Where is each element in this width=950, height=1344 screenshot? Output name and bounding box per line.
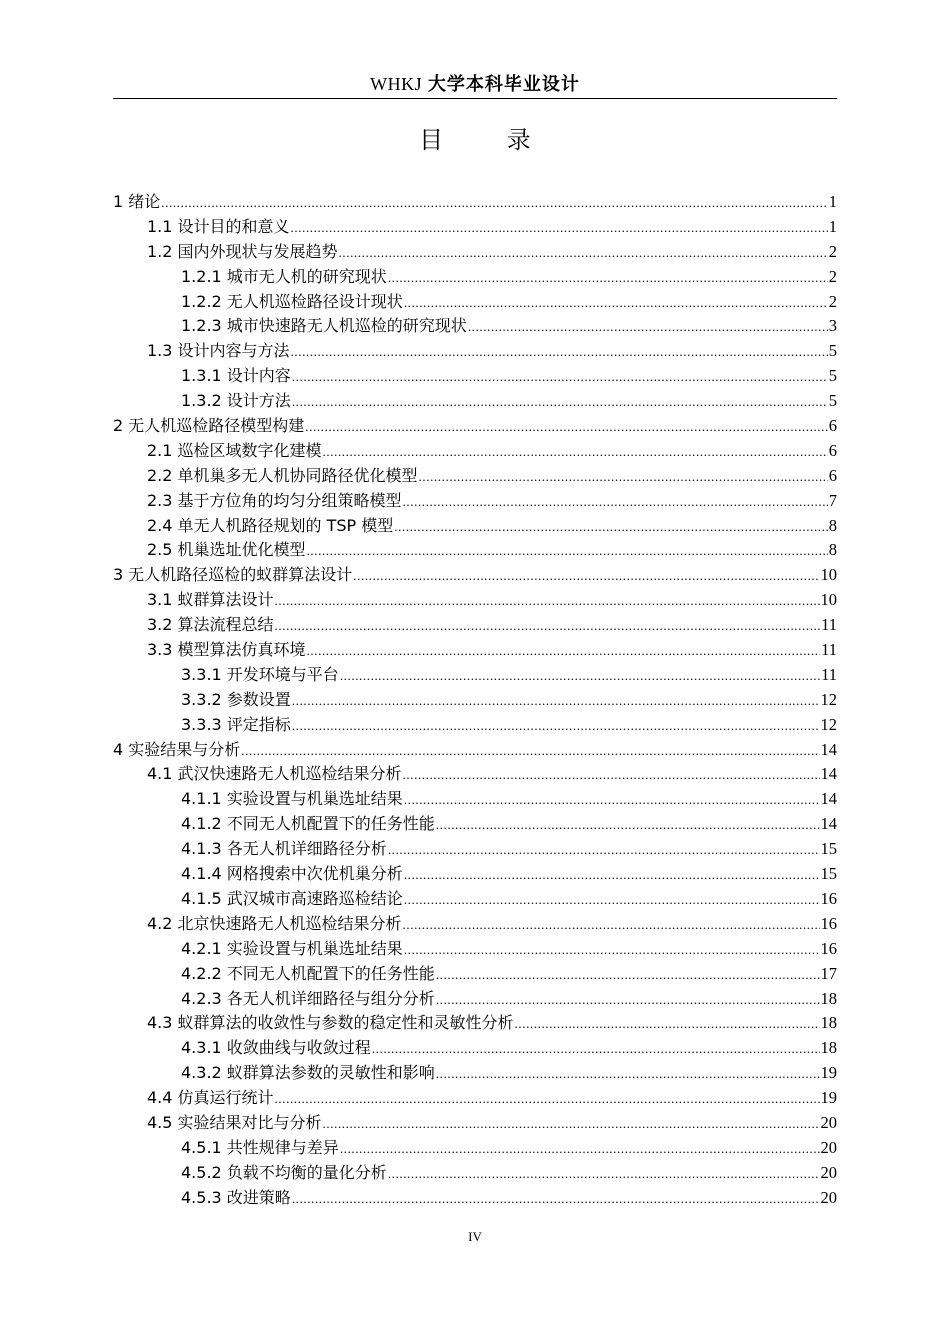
toc-entry-page: 19 [820, 1088, 837, 1108]
toc-entry-title: 4.2.3 各无人机详细路径与组分分析 [181, 988, 435, 1008]
toc-entry[interactable] [113, 1111, 837, 1136]
toc-entry-title: 4.1.4 网格搜索中次优机巢分析 [181, 864, 403, 884]
toc-entry-title: 3.3.3 评定指标 [181, 714, 291, 734]
toc-entry[interactable] [113, 364, 837, 389]
toc-entry-title: 3.2 算法流程总结 [147, 615, 274, 635]
toc-entry-title: 1.2.2 无人机巡检路径设计现状 [181, 291, 403, 311]
toc-entry[interactable] [113, 314, 837, 339]
toc-entry-title: 3 无人机路径巡检的蚁群算法设计 [113, 565, 353, 585]
toc-entry-page: 11 [821, 615, 837, 635]
toc-entry[interactable] [113, 713, 837, 738]
toc-dot-leader [307, 639, 821, 664]
toc-entry-page: 15 [820, 839, 837, 859]
toc-dot-leader [404, 938, 820, 963]
toc-entry[interactable] [113, 538, 837, 563]
toc-entry-title: 4.5.1 共性规律与差异 [181, 1137, 339, 1157]
toc-entry-page: 17 [820, 963, 837, 983]
toc-entry-page: 2 [828, 291, 837, 311]
toc-entry-page: 20 [820, 1187, 837, 1207]
toc-entry-page: 3 [828, 316, 837, 336]
toc-entry[interactable] [113, 837, 837, 862]
toc-entry-title: 2.1 巡检区域数字化建模 [147, 440, 322, 460]
toc-entry[interactable] [113, 987, 837, 1012]
toc-entry[interactable] [113, 339, 837, 364]
toc-dot-leader [291, 216, 828, 241]
toc-entry-page: 12 [820, 714, 837, 734]
toc-entry-page: 6 [828, 416, 837, 436]
toc-entry-title: 1.3.2 设计方法 [181, 391, 291, 411]
toc-entry-title: 2.2 单机巢多无人机协同路径优化模型 [147, 465, 418, 485]
toc-entry-page: 2 [828, 266, 837, 286]
toc-entry[interactable] [113, 787, 837, 812]
toc-entry-page: 20 [820, 1112, 837, 1132]
toc-entry[interactable] [113, 962, 837, 987]
toc-dot-leader [292, 365, 828, 390]
toc-entry-page: 10 [820, 565, 837, 585]
toc-entry-title: 4.1.5 武汉城市高速路巡检结论 [181, 888, 403, 908]
toc-entry-page: 8 [828, 515, 837, 535]
table-of-contents [113, 190, 837, 1211]
toc-dot-leader [436, 988, 820, 1013]
toc-entry-title: 4.5 实验结果对比与分析 [147, 1112, 322, 1132]
toc-entry-title: 4.2.2 不同无人机配置下的任务性能 [181, 963, 435, 983]
page-header [113, 72, 837, 98]
toc-entry-page: 5 [828, 366, 837, 386]
toc-entry[interactable] [113, 389, 837, 414]
toc-dot-leader [340, 1137, 820, 1162]
page-number: IV [468, 1229, 482, 1244]
toc-entry[interactable] [113, 464, 837, 489]
toc-entry[interactable] [113, 613, 837, 638]
toc-entry-title: 2.4 单无人机路径规划的 TSP 模型 [147, 515, 394, 535]
header-title: 大学本科毕业设计 [427, 74, 580, 95]
toc-entry[interactable] [113, 514, 837, 539]
toc-dot-leader [323, 440, 828, 465]
toc-entry-title: 4.1.1 实验设置与机巢选址结果 [181, 789, 403, 809]
toc-entry-page: 15 [820, 864, 837, 884]
toc-entry-title: 4.3 蚁群算法的收敛性与参数的稳定性和灵敏性分析 [147, 1013, 514, 1033]
toc-entry-page: 18 [820, 1013, 837, 1033]
toc-entry-page: 1 [828, 216, 837, 236]
toc-entry-title: 4.4 仿真运行统计 [147, 1088, 274, 1108]
toc-entry[interactable] [113, 688, 837, 713]
toc-entry[interactable] [113, 190, 837, 215]
toc-dot-leader [394, 515, 827, 540]
toc-entry[interactable] [113, 762, 837, 787]
toc-entry-title: 1.2 国内外现状与发展趋势 [147, 241, 338, 261]
toc-dot-leader [404, 863, 820, 888]
toc-entry-page: 8 [828, 540, 837, 560]
toc-entry-title: 3.3.2 参数设置 [181, 689, 291, 709]
toc-dot-leader [419, 465, 828, 490]
toc-entry-page: 2 [828, 241, 837, 261]
toc-dot-leader [404, 888, 820, 913]
toc-entry-title: 1.3.1 设计内容 [181, 366, 291, 386]
toc-entry-title: 1.2.1 城市无人机的研究现状 [181, 266, 387, 286]
toc-entry[interactable] [113, 663, 837, 688]
toc-entry[interactable] [113, 489, 837, 514]
toc-entry-title: 1.2.3 城市快速路无人机巡检的研究现状 [181, 316, 467, 336]
toc-dot-leader [292, 390, 828, 415]
toc-entry-title: 3.3 模型算法仿真环境 [147, 640, 306, 660]
toc-entry-page: 11 [821, 640, 837, 660]
toc-dot-leader [161, 191, 827, 216]
toc-entry[interactable] [113, 812, 837, 837]
toc-entry-title: 2.5 机巢选址优化模型 [147, 540, 306, 560]
toc-dot-leader [292, 689, 820, 714]
toc-dot-leader [241, 739, 819, 764]
toc-entry[interactable] [113, 887, 837, 912]
toc-entry[interactable] [113, 1136, 837, 1161]
toc-dot-leader [275, 614, 821, 639]
toc-entry[interactable] [113, 1036, 837, 1061]
toc-dot-leader [388, 1162, 820, 1187]
toc-dot-leader [436, 1062, 820, 1087]
toc-entry-page: 20 [820, 1137, 837, 1157]
toc-entry[interactable] [113, 1161, 837, 1186]
toc-entry[interactable] [113, 1086, 837, 1111]
toc-dot-leader [291, 340, 828, 365]
toc-dot-leader [340, 664, 820, 689]
toc-entry[interactable] [113, 265, 837, 290]
toc-entry-page: 18 [820, 988, 837, 1008]
toc-entry-page: 14 [820, 739, 837, 759]
toc-entry[interactable] [113, 1186, 837, 1211]
toc-dot-leader [275, 589, 820, 614]
toc-entry-page: 6 [828, 465, 837, 485]
toc-entry[interactable] [113, 937, 837, 962]
toc-entry[interactable] [113, 215, 837, 240]
toc-entry-title: 4.5.3 改进策略 [181, 1187, 291, 1207]
toc-dot-leader [307, 539, 828, 564]
toc-dot-leader [403, 490, 828, 515]
toc-entry[interactable] [113, 862, 837, 887]
toc-dot-leader [515, 1012, 820, 1037]
toc-dot-leader [436, 963, 820, 988]
toc-entry-title: 4.2.1 实验设置与机巢选址结果 [181, 938, 403, 958]
toc-entry[interactable] [113, 290, 837, 315]
toc-dot-leader [403, 763, 820, 788]
toc-entry-title: 4.1 武汉快速路无人机巡检结果分析 [147, 764, 402, 784]
toc-entry-page: 5 [828, 391, 837, 411]
toc-entry[interactable] [113, 439, 837, 464]
toc-entry-title: 4.1.3 各无人机详细路径分析 [181, 839, 387, 859]
toc-entry-title: 1.3 设计内容与方法 [147, 341, 290, 361]
toc-entry-title: 4.3.2 蚁群算法参数的灵敏性和影响 [181, 1063, 435, 1083]
toc-entry-page: 1 [828, 192, 837, 211]
toc-entry-page: 6 [828, 440, 837, 460]
toc-entry-title: 4.3.1 收敛曲线与收敛过程 [181, 1038, 371, 1058]
toc-entry-page: 16 [820, 913, 837, 933]
toc-dot-leader [292, 714, 820, 739]
toc-entry-page: 14 [820, 814, 837, 834]
toc-entry-title: 3.3.1 开发环境与平台 [181, 664, 339, 684]
toc-dot-leader [436, 813, 820, 838]
toc-entry[interactable] [113, 588, 837, 613]
toc-entry[interactable] [113, 414, 837, 439]
toc-entry-page: 20 [820, 1162, 837, 1182]
toc-entry[interactable] [113, 563, 837, 588]
toc-entry-page: 16 [820, 888, 837, 908]
toc-entry-page: 12 [820, 689, 837, 709]
toc-entry-page: 14 [820, 764, 837, 784]
toc-entry-page: 5 [828, 341, 837, 361]
toc-entry[interactable] [113, 1011, 837, 1036]
toc-entry[interactable] [113, 240, 837, 265]
toc-dot-leader [404, 788, 820, 813]
toc-dot-leader [353, 564, 819, 589]
toc-entry-page: 11 [821, 664, 837, 684]
toc-entry-page: 18 [820, 1038, 837, 1058]
toc-entry-title: 4 实验结果与分析 [113, 739, 241, 759]
toc-entry-page: 19 [820, 1063, 837, 1083]
toc-dot-leader [292, 1187, 820, 1212]
toc-dot-leader [388, 266, 828, 291]
toc-dot-leader [372, 1037, 820, 1062]
toc-entry-title: 4.5.2 负载不均衡的量化分析 [181, 1162, 387, 1182]
toc-entry[interactable] [113, 638, 837, 663]
toc-entry-page: 14 [820, 789, 837, 809]
toc-entry[interactable] [113, 912, 837, 937]
toc-entry-page: 7 [828, 490, 837, 510]
toc-entry-title: 1 绪论 [113, 192, 161, 211]
toc-dot-leader [404, 291, 828, 316]
toc-entry-title: 1.1 设计目的和意义 [147, 216, 290, 236]
toc-entry-page: 16 [820, 938, 837, 958]
toc-entry-title: 4.2 北京快速路无人机巡检结果分析 [147, 913, 402, 933]
toc-entry-page: 10 [820, 590, 837, 610]
toc-dot-leader [275, 1087, 820, 1112]
toc-dot-leader [305, 415, 827, 440]
toc-dot-leader [468, 315, 828, 340]
toc-dot-leader [388, 838, 820, 863]
toc-dot-leader [403, 913, 820, 938]
header-rule [113, 98, 837, 99]
toc-entry[interactable] [113, 738, 837, 763]
toc-entry-title: 4.1.2 不同无人机配置下的任务性能 [181, 814, 435, 834]
toc-entry[interactable] [113, 1061, 837, 1086]
header-latin: WHKJ [370, 74, 423, 94]
toc-entry-title: 2.3 基于方位角的均匀分组策略模型 [147, 490, 402, 510]
toc-entry-title: 3.1 蚁群算法设计 [147, 590, 274, 610]
toc-dot-leader [339, 241, 828, 266]
toc-dot-leader [323, 1112, 820, 1137]
toc-entry-title: 2 无人机巡检路径模型构建 [113, 416, 305, 436]
toc-title: 目 录 [419, 126, 559, 154]
